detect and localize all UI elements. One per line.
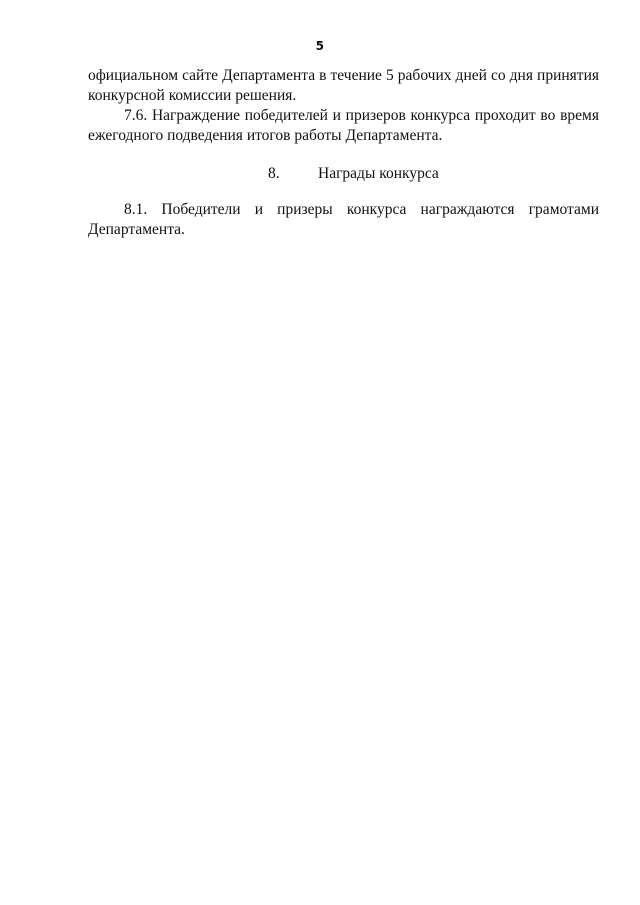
paragraph-line: конкурсной комиссии решения.: [88, 87, 297, 104]
section-number: 8.: [268, 165, 280, 182]
section-title: Награды конкурса: [318, 165, 439, 182]
paragraph-7-6: [88, 106, 599, 146]
paragraph-line: Департамента.: [88, 221, 185, 238]
section-heading: [88, 162, 599, 186]
page-number: 5: [315, 39, 325, 53]
paragraph-8-1: [88, 200, 599, 240]
spacer: [88, 186, 599, 200]
paragraph-line: 7.6. Награждение победителей и призеров конкурса проходит во время: [124, 107, 599, 124]
paragraph-7-5-continuation: [88, 66, 599, 106]
paragraph-line: 8.1. Победители и призеры конкурса награждаются грамотами: [124, 201, 599, 218]
paragraph-line: официальном сайте Департамента в течение 5 рабочих дней со дня принятия: [88, 67, 599, 84]
page-content: [88, 66, 599, 240]
paragraph-line: ежегодного подведения итогов работы Департамента.: [88, 127, 443, 144]
